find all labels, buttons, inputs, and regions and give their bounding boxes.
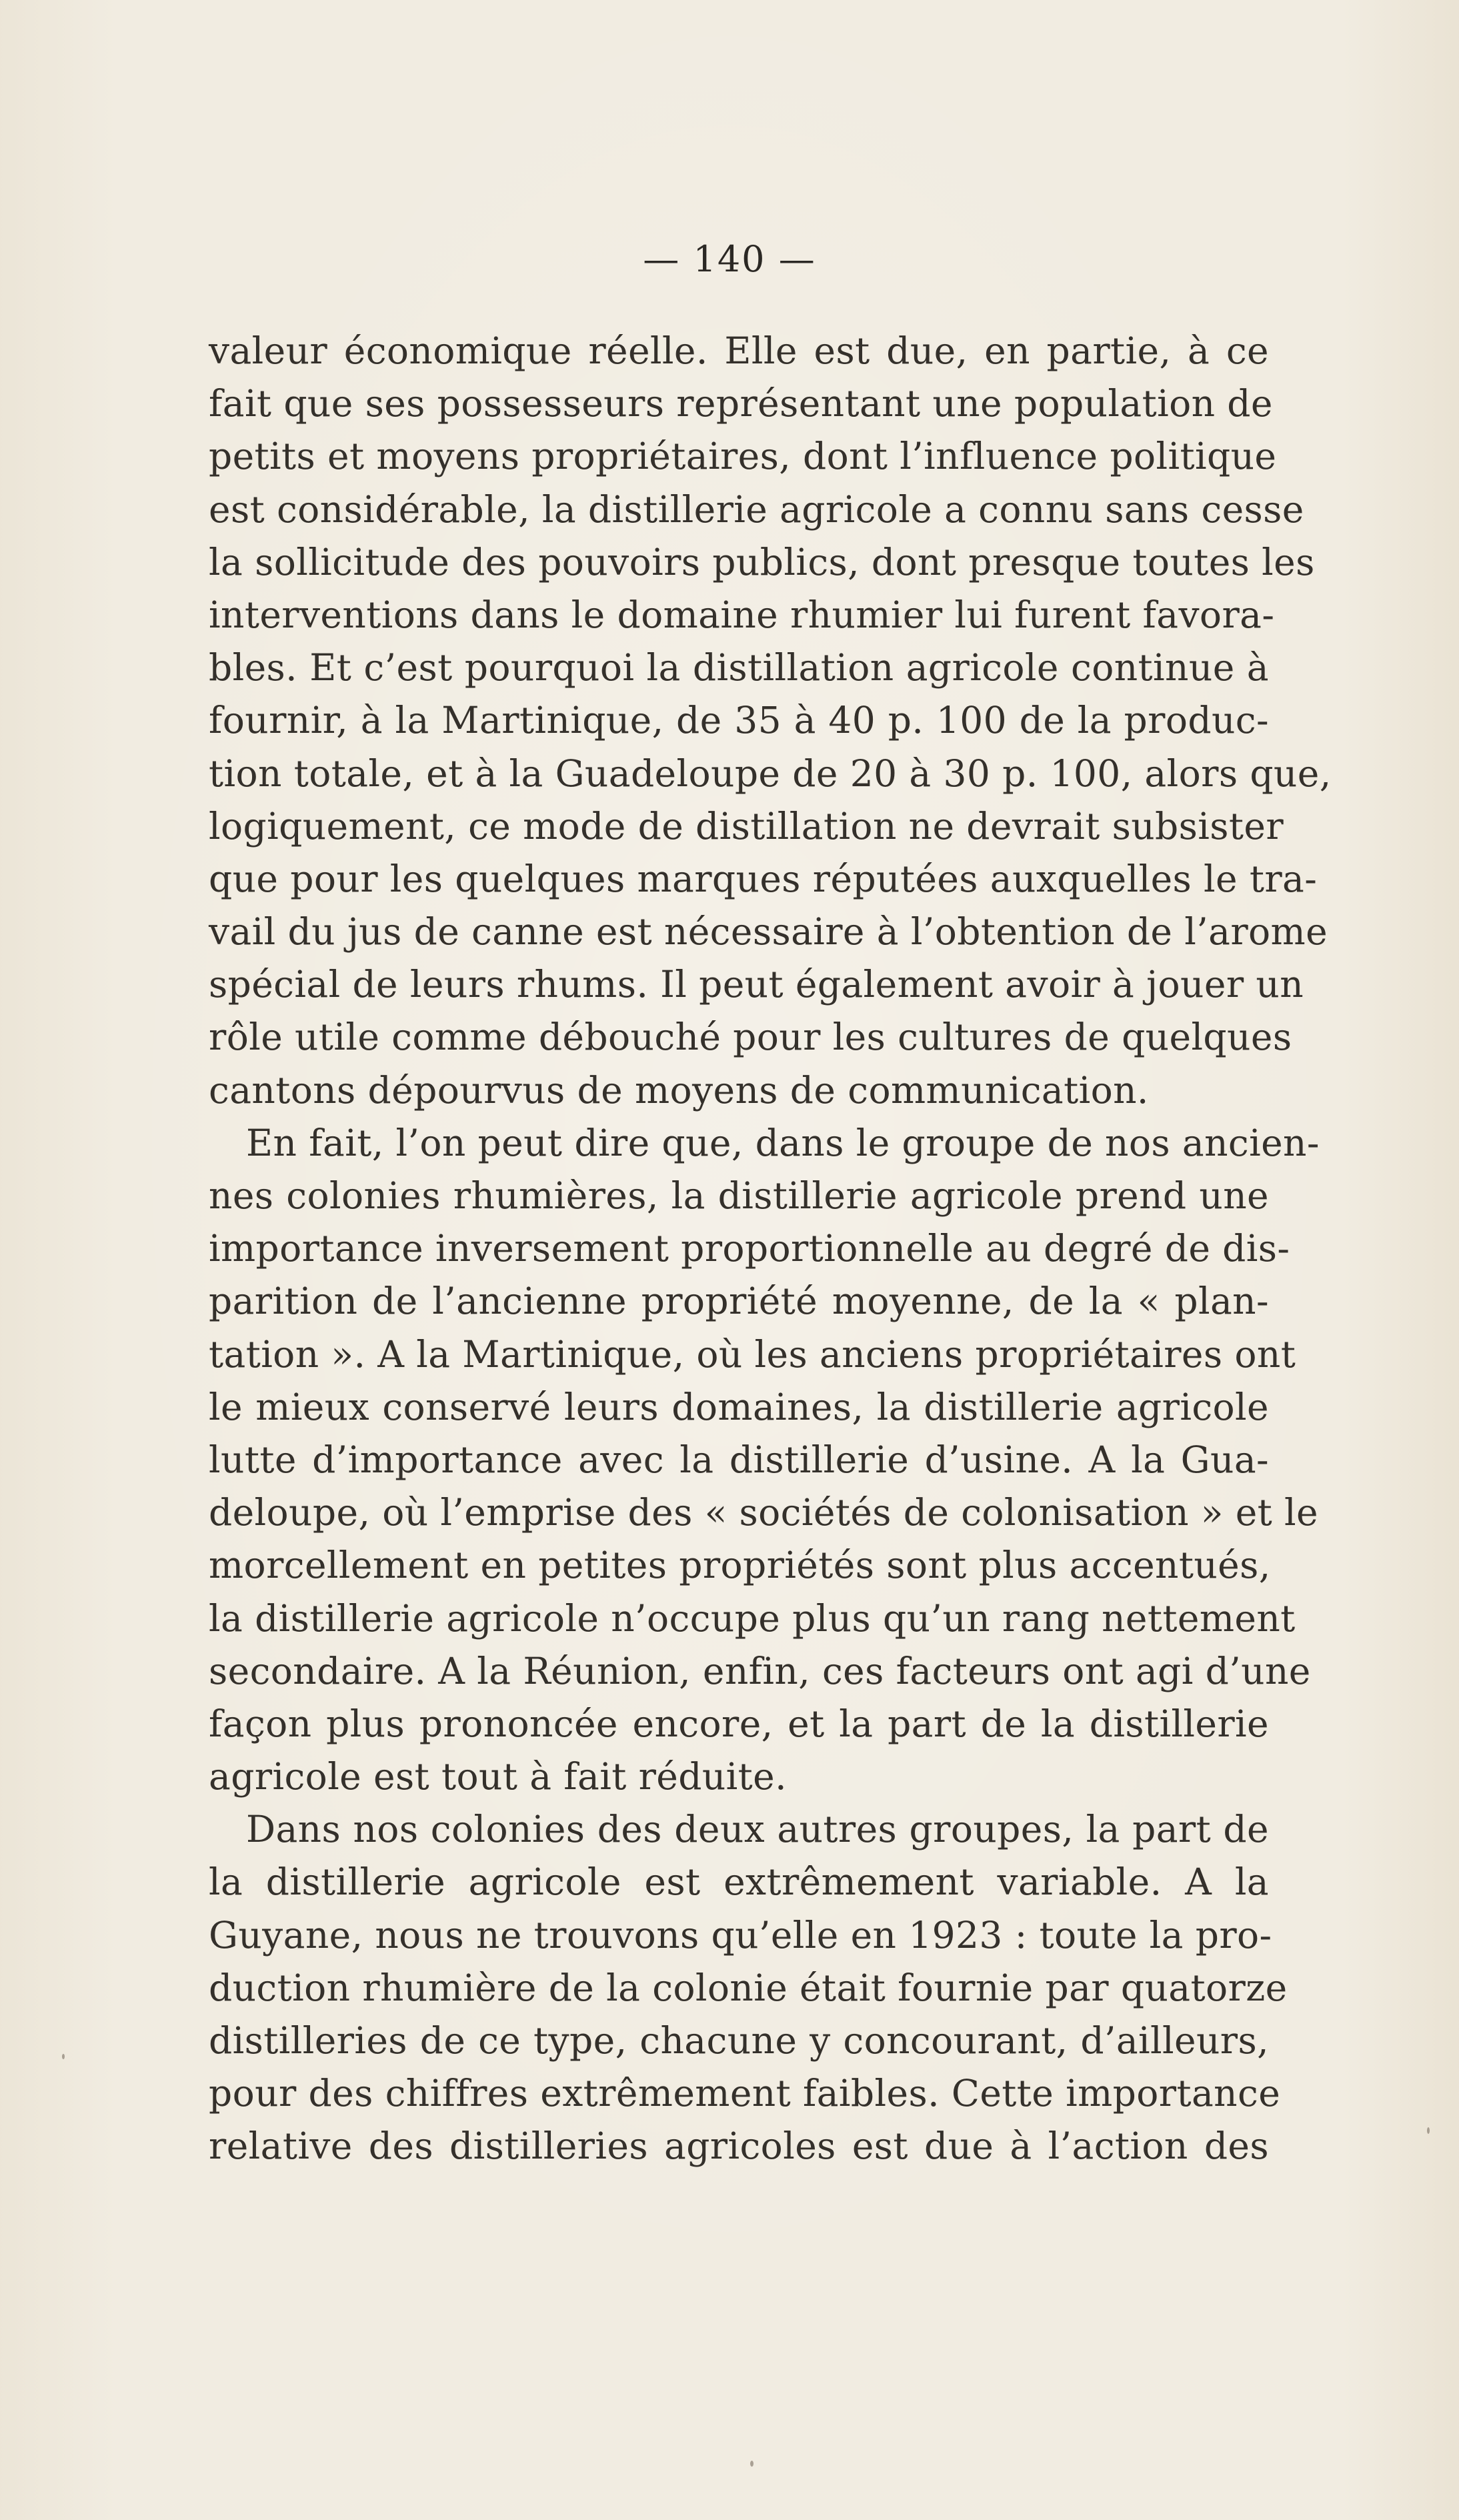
- text-line: petits et moyens propriétaires, dont l’influence politique: [209, 435, 1277, 478]
- text-line: Guyane, nous ne trouvons qu’elle en 1923 : toute la pro-: [209, 1913, 1272, 1957]
- text-line: vail du jus de canne est nécessaire à l’obtention de l’arome: [209, 910, 1328, 954]
- paper-speck: [1427, 2127, 1430, 2134]
- text-line: logiquement, ce mode de distillation ne devrait subsister: [209, 804, 1284, 848]
- text-line: distilleries de ce type, chacune y concourant, d’ailleurs,: [209, 2019, 1269, 2062]
- text-line: lutte d’importance avec la distillerie d’usine. A la Gua-: [209, 1438, 1269, 1481]
- text-line: deloupe, où l’emprise des « sociétés de colonisation » et le: [209, 1491, 1318, 1534]
- text-line: valeur économique réelle. Elle est due, en partie, à ce: [209, 329, 1269, 372]
- text-line: est considérable, la distillerie agricole a connu sans cesse: [209, 487, 1304, 531]
- text-line: parition de l’ancienne propriété moyenne, de la « plan-: [209, 1280, 1269, 1323]
- text-line: la distillerie agricole n’occupe plus qu’un rang nettement: [209, 1596, 1296, 1640]
- text-line: morcellement en petites propriétés sont plus accentués,: [209, 1544, 1271, 1587]
- text-line: importance inversement proportionnelle au degré de dis-: [209, 1227, 1290, 1270]
- text-line: fournir, à la Martinique, de 35 à 40 p. 100 de la produc-: [209, 699, 1269, 742]
- text-line: secondaire. A la Réunion, enfin, ces facteurs ont agi d’une: [209, 1649, 1311, 1692]
- text-line: bles. Et c’est pourquoi la distillation agricole continue à: [209, 646, 1269, 690]
- text-line: le mieux conservé leurs domaines, la distillerie agricole: [209, 1385, 1269, 1428]
- text-line: façon plus prononcée encore, et la part de la distillerie: [209, 1702, 1269, 1745]
- text-line: fait que ses possesseurs représentant une population de: [209, 382, 1273, 425]
- text-line: Dans nos colonies des deux autres groupes, la part de: [246, 1808, 1269, 1851]
- text-line: En fait, l’on peut dire que, dans le groupe de nos ancien-: [246, 1121, 1320, 1164]
- text-line: tion totale, et à la Guadeloupe de 20 à 30 p. 100, alors que,: [209, 752, 1332, 795]
- text-line: tation ». A la Martinique, où les anciens propriétaires ont: [209, 1332, 1296, 1376]
- text-line: duction rhumière de la colonie était fournie par quatorze: [209, 1966, 1288, 2009]
- text-line: cantons dépourvus de moyens de communication.: [209, 1068, 1149, 1112]
- page-number: — 140 —: [643, 238, 816, 280]
- paper-speck: [750, 2461, 754, 2467]
- text-line: rôle utile comme débouché pour les cultures de quelques: [209, 1016, 1292, 1059]
- text-line: la distillerie agricole est extrêmement variable. A la: [209, 1860, 1269, 1904]
- text-line: agricole est tout à fait réduite.: [209, 1755, 787, 1798]
- text-line: nes colonies rhumières, la distillerie agricole prend une: [209, 1174, 1269, 1217]
- text-line: interventions dans le domaine rhumier lui furent favora-: [209, 593, 1275, 636]
- text-line: relative des distilleries agricoles est due à l’action des: [209, 2125, 1269, 2168]
- body-text: [209, 325, 1332, 2173]
- text-line: pour des chiffres extrêmement faibles. Cette importance: [209, 2072, 1281, 2115]
- paper-speck: [62, 2054, 65, 2059]
- text-line: que pour les quelques marques réputées auxquelles le tra-: [209, 857, 1318, 900]
- text-line: spécial de leurs rhums. Il peut également avoir à jouer un: [209, 963, 1304, 1006]
- text-line: la sollicitude des pouvoirs publics, dont presque toutes les: [209, 540, 1315, 583]
